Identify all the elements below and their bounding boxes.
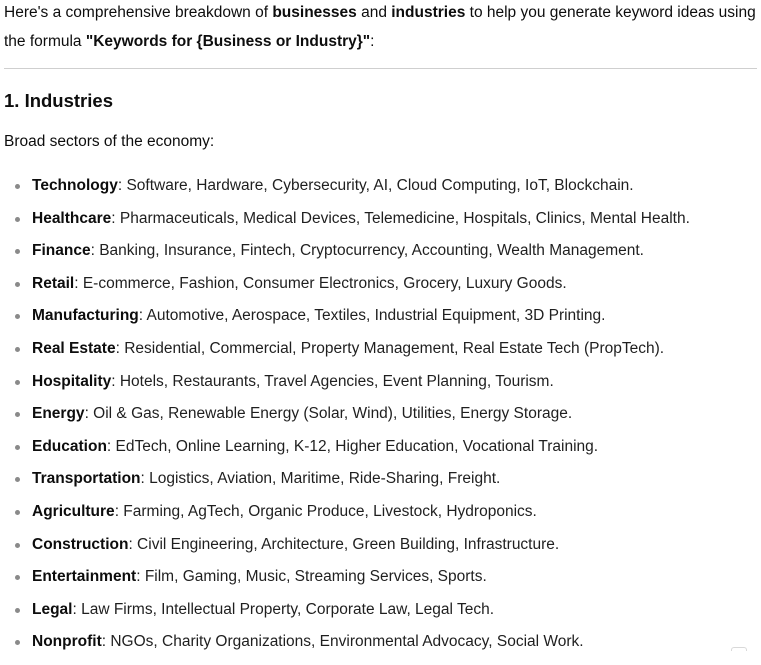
bullet-icon: [15, 217, 20, 222]
list-item: [0, 404, 761, 437]
list-item: [0, 339, 761, 372]
list-item: [0, 437, 761, 470]
intro-end: :: [370, 33, 375, 50]
bullet-icon: [15, 608, 20, 613]
intro-paragraph: [4, 0, 759, 56]
section-lead: Broad sectors of the economy:: [4, 133, 215, 150]
item-desc: : Oil & Gas, Renewable Energy (Solar, Wind), Utilities, Energy Storage.: [84, 405, 573, 423]
bullet-icon: [15, 445, 20, 450]
list-item: [0, 241, 761, 274]
intro-formula: "Keywords for {Business or Industry}": [85, 33, 371, 50]
item-desc: : Hotels, Restaurants, Travel Agencies, Event Planning, Tourism.: [111, 372, 554, 390]
item-desc: : EdTech, Online Learning, K-12, Higher Education, Vocational Training.: [106, 437, 599, 455]
bullet-icon: [15, 249, 20, 254]
intro-bold-businesses: businesses: [272, 4, 357, 21]
item-desc: : Civil Engineering, Architecture, Green Building, Infrastructure.: [128, 535, 560, 553]
bullet-icon: [15, 543, 20, 548]
bullet-icon: [15, 347, 20, 352]
list-item: [0, 632, 761, 665]
bullet-icon: [15, 412, 20, 417]
list-item: [0, 176, 761, 209]
item-desc: : NGOs, Charity Organizations, Environmental Advocacy, Social Work.: [101, 633, 584, 651]
list-item: [0, 372, 761, 405]
item-term: Energy: [32, 405, 85, 423]
item-term: Healthcare: [32, 209, 112, 227]
item-term: Hospitality: [32, 372, 112, 390]
item-term: Manufacturing: [32, 307, 139, 325]
item-desc: : Law Firms, Intellectual Property, Corporate Law, Legal Tech.: [72, 600, 495, 618]
bullet-icon: [15, 510, 20, 515]
intro-suffix: to help you generate keyword ideas using the formula: [4, 4, 756, 50]
list-item: [0, 306, 761, 339]
item-desc: : Residential, Commercial, Property Management, Real Estate Tech (PropTech).: [115, 339, 665, 357]
list-item: [0, 274, 761, 307]
list-item: [0, 535, 761, 568]
scroll-indicator-icon: [731, 647, 747, 651]
item-term: Transportation: [32, 470, 141, 488]
list-item: [0, 469, 761, 502]
list-item: [0, 567, 761, 600]
intro-prefix: Here's a comprehensive breakdown of: [4, 4, 273, 21]
item-term: Technology: [32, 177, 118, 194]
section-heading: 1. Industries: [4, 90, 113, 111]
item-term: Education: [32, 437, 107, 455]
item-desc: : Logistics, Aviation, Maritime, Ride-Sharing, Freight.: [140, 470, 501, 488]
intro-bold-industries: industries: [391, 4, 466, 21]
bullet-icon: [15, 282, 20, 287]
industry-list: [0, 176, 761, 665]
item-desc: : E-commerce, Fashion, Consumer Electronics, Grocery, Luxury Goods.: [74, 274, 567, 292]
item-term: Agriculture: [32, 502, 115, 520]
item-desc: : Banking, Insurance, Fintech, Cryptocurrency, Accounting, Wealth Management.: [90, 242, 644, 260]
intro-mid: and: [356, 4, 392, 21]
item-term: Construction: [32, 535, 129, 553]
item-desc: : Pharmaceuticals, Medical Devices, Telemedicine, Hospitals, Clinics, Mental Health.: [111, 209, 690, 227]
item-term: Retail: [32, 274, 75, 292]
item-term: Legal: [32, 600, 73, 618]
item-desc: : Farming, AgTech, Organic Produce, Livestock, Hydroponics.: [114, 502, 537, 520]
list-item: [0, 600, 761, 633]
item-term: Finance: [32, 242, 91, 260]
bullet-icon: [15, 640, 20, 645]
item-desc: : Film, Gaming, Music, Streaming Services, Sports.: [136, 568, 487, 586]
bullet-icon: [15, 184, 20, 189]
list-item: [0, 502, 761, 535]
item-desc: : Software, Hardware, Cybersecurity, AI, Cloud Computing, IoT, Blockchain.: [117, 177, 634, 194]
item-term: Nonprofit: [32, 633, 102, 651]
bullet-icon: [15, 380, 20, 385]
bullet-icon: [15, 314, 20, 319]
item-desc: : Automotive, Aerospace, Textiles, Industrial Equipment, 3D Printing.: [138, 307, 606, 325]
section-divider: [4, 68, 757, 69]
item-term: Entertainment: [32, 568, 137, 586]
list-item: [0, 209, 761, 242]
bullet-icon: [15, 575, 20, 580]
item-term: Real Estate: [32, 339, 116, 357]
bullet-icon: [15, 477, 20, 482]
